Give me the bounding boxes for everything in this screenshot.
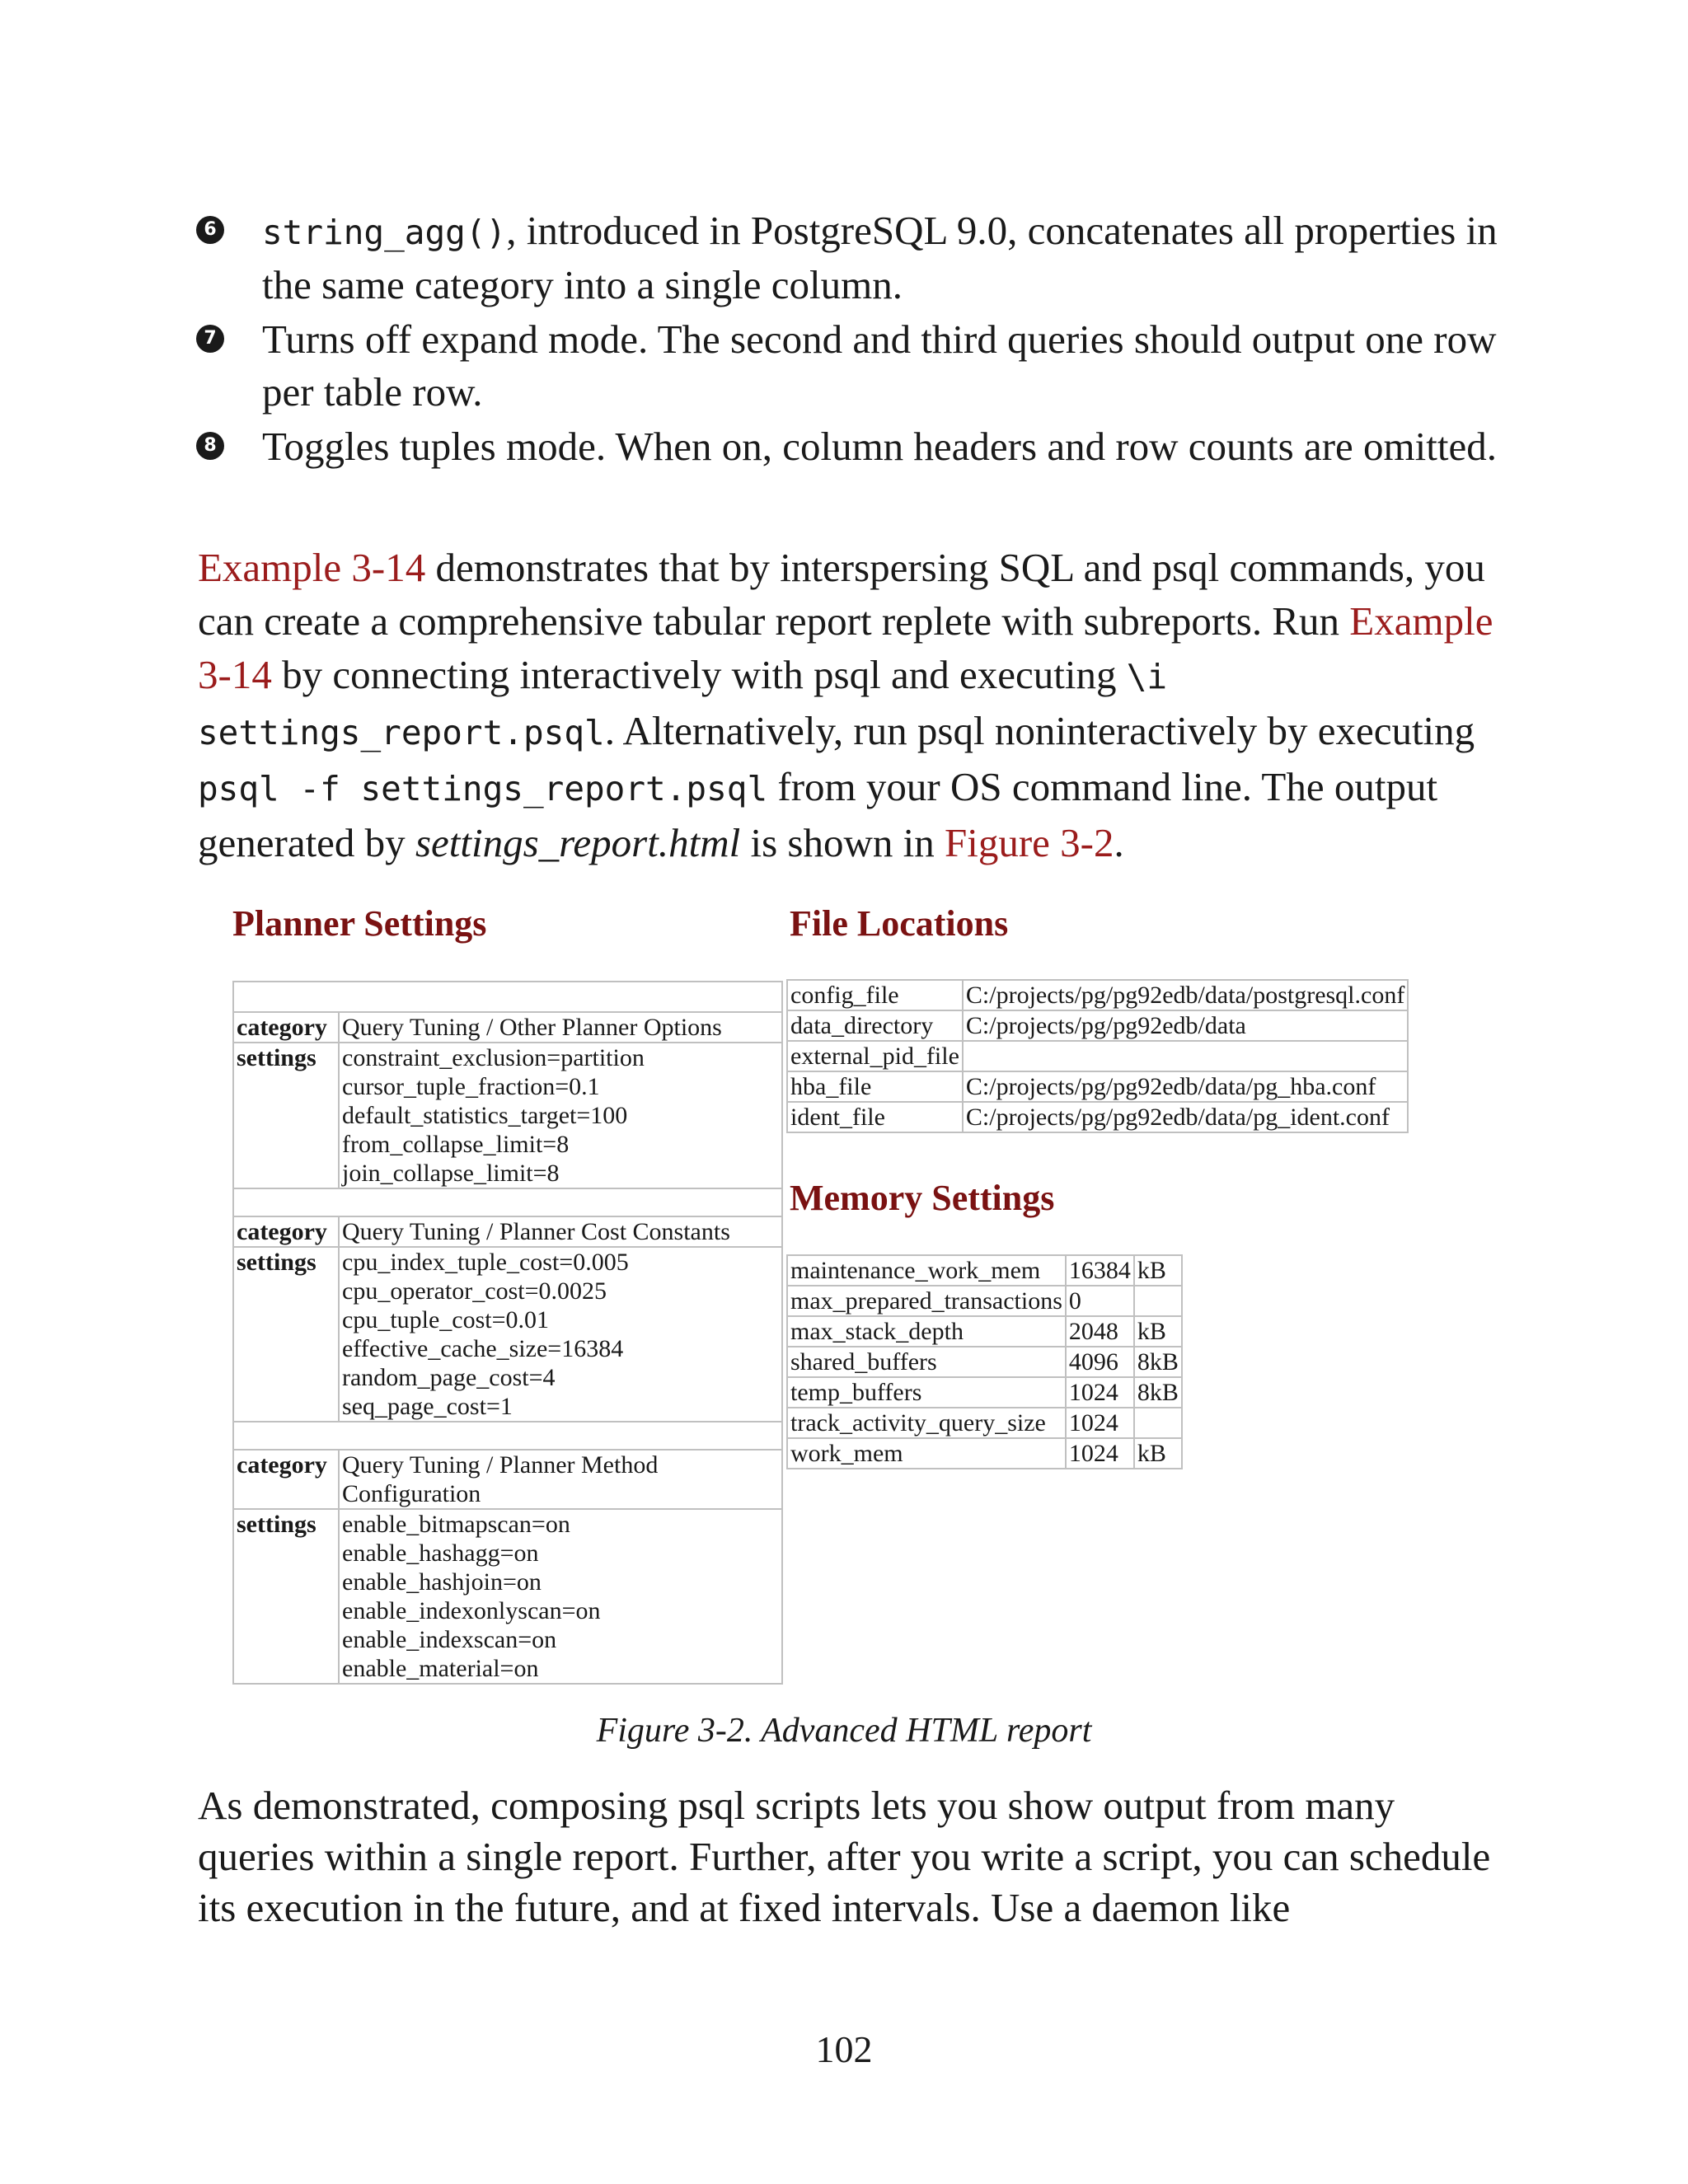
report-figure (229, 898, 1449, 1694)
settings-label: settings (233, 1043, 339, 1188)
setting-line: cpu_index_tuple_cost=0.005 (342, 1249, 629, 1276)
planner-settings-heading: Planner Settings (232, 903, 487, 944)
memory-setting-value: 16384 (1066, 1255, 1134, 1286)
callout-text-7: Turns off expand mode. The second and third queries should output one row per table row. (262, 316, 1497, 415)
settings-row (233, 1247, 782, 1422)
setting-line: default_statistics_target=100 (342, 1102, 628, 1129)
memory-setting-value: 1024 (1066, 1438, 1134, 1469)
setting-line: enable_material=on (342, 1655, 539, 1682)
file-setting-path: C:/projects/pg/pg92edb/data/pg_ident.conf (963, 1102, 1408, 1132)
para1-text-5: is shown in (740, 820, 945, 865)
callout-6 (196, 204, 1515, 312)
spacer-row (233, 1422, 782, 1450)
file-setting-name: hba_file (787, 1071, 963, 1102)
setting-line: join_collapse_limit=8 (342, 1160, 560, 1187)
memory-setting-unit: kB (1134, 1316, 1182, 1347)
memory-setting-value: 1024 (1066, 1377, 1134, 1408)
table-row (787, 1316, 1182, 1347)
memory-setting-value: 4096 (1066, 1347, 1134, 1377)
memory-settings-heading: Memory Settings (790, 1178, 1055, 1218)
para1-text-2: by connecting interactively with psql and executing (271, 652, 1127, 697)
memory-setting-name: maintenance_work_mem (787, 1255, 1066, 1286)
page-number: 102 (815, 2028, 873, 2070)
setting-line: enable_indexscan=on (342, 1626, 557, 1653)
setting-line: seq_page_cost=1 (342, 1393, 513, 1420)
memory-setting-name: track_activity_query_size (787, 1408, 1066, 1438)
setting-line: enable_bitmapscan=on (342, 1511, 570, 1538)
table-row (787, 980, 1408, 1010)
code-psql-command: psql -f settings_report.psql (198, 769, 768, 808)
callout-marker-6: 6 (196, 216, 224, 244)
category-row (233, 1012, 782, 1043)
spacer-row (233, 982, 782, 1012)
memory-setting-name: max_prepared_transactions (787, 1286, 1066, 1316)
file-setting-path (963, 1041, 1408, 1071)
setting-line: constraint_exclusion=partition (342, 1044, 645, 1071)
category-label: category (233, 1450, 339, 1509)
setting-line: effective_cache_size=16384 (342, 1335, 624, 1362)
para1-text-4: from your OS command line. The output generated by (198, 764, 1438, 865)
file-setting-name: ident_file (787, 1102, 963, 1132)
memory-setting-unit: kB (1134, 1255, 1182, 1286)
memory-setting-unit: 8kB (1134, 1377, 1182, 1408)
callout-8 (196, 420, 1515, 473)
settings-values (339, 1043, 782, 1188)
figure-caption: Figure 3-2. Advanced HTML report (596, 1712, 1092, 1750)
body-paragraph-1 (198, 541, 1500, 869)
category-row (233, 1450, 782, 1509)
memory-setting-name: temp_buffers (787, 1377, 1066, 1408)
callout-7 (196, 313, 1515, 419)
figure-link[interactable]: Figure 3-2 (944, 820, 1114, 865)
memory-settings-table (786, 1254, 1183, 1469)
memory-setting-name: shared_buffers (787, 1347, 1066, 1377)
table-row (787, 1438, 1182, 1469)
settings-label: settings (233, 1509, 339, 1684)
table-row (787, 1041, 1408, 1071)
memory-setting-name: work_mem (787, 1438, 1066, 1469)
table-row (787, 1102, 1408, 1132)
category-label: category (233, 1012, 339, 1043)
file-setting-path: C:/projects/pg/pg92edb/data/postgresql.conf (963, 980, 1408, 1010)
table-row (787, 1347, 1182, 1377)
file-setting-name: external_pid_file (787, 1041, 963, 1071)
spacer-cell (233, 1422, 782, 1450)
settings-values (339, 1509, 782, 1684)
category-label: category (233, 1216, 339, 1247)
setting-line: enable_indexonlyscan=on (342, 1597, 601, 1624)
example-link[interactable]: Example 3-14 (198, 545, 426, 590)
table-row (787, 1286, 1182, 1316)
callout-text-6: , introduced in PostgreSQL 9.0, concatenates all properties in the same category into a single column. (262, 208, 1498, 307)
table-row (787, 1377, 1182, 1408)
callout-marker-8: 8 (196, 432, 224, 460)
spacer-cell (233, 1188, 782, 1216)
category-value: Query Tuning / Planner Method Configuration (339, 1450, 782, 1509)
settings-values (339, 1247, 782, 1422)
settings-label: settings (233, 1247, 339, 1422)
para1-text-1: demonstrates that by interspersing SQL and psql commands, you can create a comprehensive tabular report replete with subreports. Run (198, 545, 1485, 644)
category-value: Query Tuning / Planner Cost Constants (339, 1216, 782, 1247)
filename: settings_report.html (415, 820, 741, 865)
settings-row (233, 1043, 782, 1188)
memory-setting-value: 1024 (1066, 1408, 1134, 1438)
spacer-cell (233, 982, 782, 1012)
memory-setting-unit: 8kB (1134, 1347, 1182, 1377)
setting-line: cpu_operator_cost=0.0025 (342, 1277, 607, 1305)
memory-setting-value: 0 (1066, 1286, 1134, 1316)
file-setting-name: data_directory (787, 1010, 963, 1041)
para1-text-6: . (1114, 820, 1124, 865)
callout-marker-7: 7 (196, 325, 224, 353)
setting-line: cursor_tuple_fraction=0.1 (342, 1073, 600, 1100)
table-row (787, 1071, 1408, 1102)
body-paragraph-2: As demonstrated, composing psql scripts lets you show output from many queries within a single report. Further, after you write a script, you can schedule its execution in the future, and at fixed intervals. Use a daemon like (198, 1783, 1491, 1930)
code-string-agg: string_agg() (262, 213, 507, 252)
category-row (233, 1216, 782, 1247)
file-setting-path: C:/projects/pg/pg92edb/data/pg_hba.conf (963, 1071, 1408, 1102)
callout-text-8: Toggles tuples mode. When on, column headers and row counts are omitted. (262, 424, 1497, 469)
callout-list (196, 204, 1515, 475)
file-setting-name: config_file (787, 980, 963, 1010)
memory-setting-name: max_stack_depth (787, 1316, 1066, 1347)
table-row (787, 1408, 1182, 1438)
settings-row (233, 1509, 782, 1684)
file-locations-table (786, 979, 1409, 1133)
memory-setting-unit: kB (1134, 1438, 1182, 1469)
memory-setting-unit (1134, 1408, 1182, 1438)
para1-text-3: . Alternatively, run psql noninteractively by executing (604, 708, 1475, 753)
memory-setting-value: 2048 (1066, 1316, 1134, 1347)
setting-line: from_collapse_limit=8 (342, 1131, 570, 1158)
planner-settings-table (232, 981, 783, 1685)
setting-line: cpu_tuple_cost=0.01 (342, 1306, 550, 1333)
example-link[interactable]: Example 3-14 (198, 598, 1493, 697)
file-setting-path: C:/projects/pg/pg92edb/data (963, 1010, 1408, 1041)
setting-line: enable_hashagg=on (342, 1540, 539, 1567)
table-row (787, 1010, 1408, 1041)
category-value: Query Tuning / Other Planner Options (339, 1012, 782, 1043)
setting-line: random_page_cost=4 (342, 1364, 556, 1391)
setting-line: enable_hashjoin=on (342, 1568, 542, 1596)
table-row (787, 1255, 1182, 1286)
file-locations-heading: File Locations (790, 903, 1009, 944)
memory-setting-unit (1134, 1286, 1182, 1316)
spacer-row (233, 1188, 782, 1216)
code-include-command: \i settings_report.psql (198, 657, 1168, 752)
